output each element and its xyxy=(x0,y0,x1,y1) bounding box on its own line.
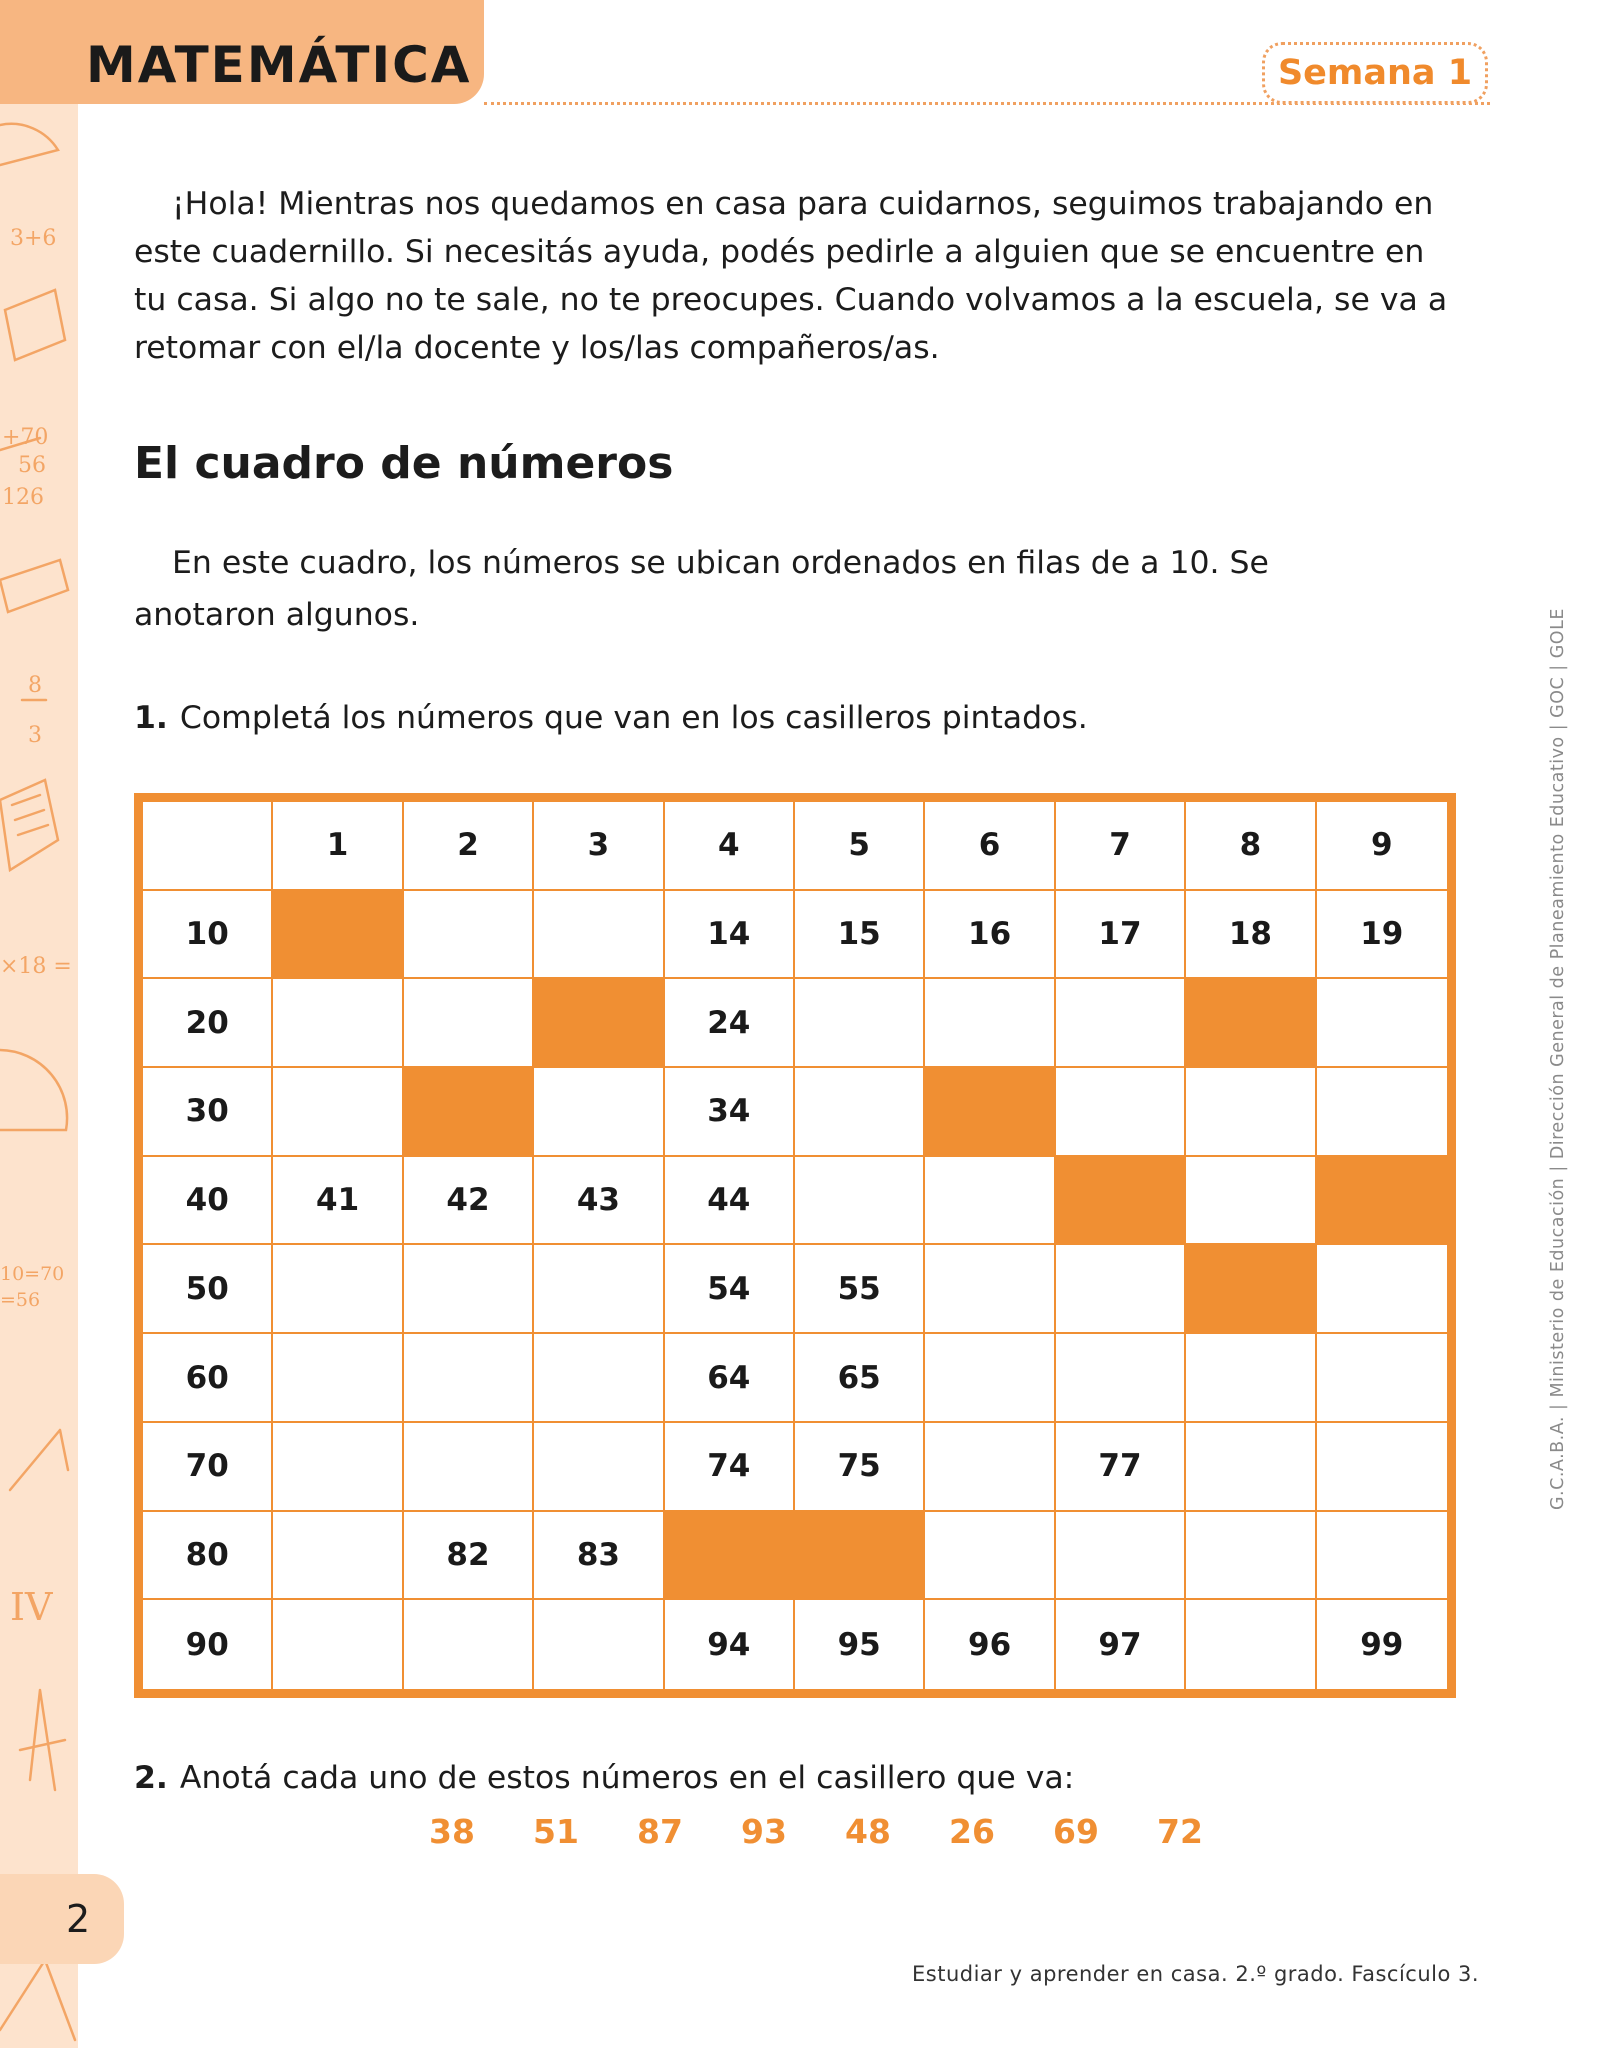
grid-header-cell: 5 xyxy=(795,802,925,891)
doodle-expression: 56 xyxy=(18,453,46,478)
grid-cell xyxy=(404,891,534,980)
doodle-expression: ×18 = xyxy=(0,954,72,979)
grid-header-cell: 60 xyxy=(143,1334,273,1423)
grid-cell: 75 xyxy=(795,1423,925,1512)
cube-doodle xyxy=(5,290,65,360)
section-description: En este cuadro, los números se ubican ordenados en filas de a 10. Se anotaron algunos. xyxy=(134,545,1269,633)
grid-cell xyxy=(795,1068,925,1157)
doodle-expression: IV xyxy=(10,1585,53,1629)
doodle-expression: 10=70 xyxy=(0,1263,65,1285)
grid-cell: 43 xyxy=(534,1157,664,1246)
grid-cell xyxy=(273,1334,403,1423)
grid-cell xyxy=(273,1423,403,1512)
compass-doodle xyxy=(10,1430,68,1490)
grid-header-cell: 3 xyxy=(534,802,664,891)
protractor-doodle xyxy=(0,124,58,165)
question-text: Completá los números que van en los casilleros pintados. xyxy=(179,700,1088,736)
subject-title: MATEMÁTICA xyxy=(86,36,472,94)
grid-cell xyxy=(273,1512,403,1601)
grid-cell: 82 xyxy=(404,1512,534,1601)
grid-cell: 99 xyxy=(1360,1626,1404,1663)
grid-cell xyxy=(925,979,1055,1068)
grid-header-cell: 40 xyxy=(143,1157,273,1246)
question-text: Anotá cada uno de estos números en el casillero que va: xyxy=(179,1760,1075,1796)
grid-cell: 44 xyxy=(665,1157,795,1246)
grid-cell xyxy=(1186,1157,1316,1246)
grid-cell: 17 xyxy=(1056,891,1186,980)
grid-cell: 14 xyxy=(665,891,795,980)
grid-cell: 18 xyxy=(1186,891,1316,980)
question-number: 1. xyxy=(134,700,168,736)
grid-header-cell xyxy=(143,802,273,891)
grid-cell: 97 xyxy=(1056,1600,1186,1689)
grid-cell: 55 xyxy=(795,1245,925,1334)
grid-cell xyxy=(273,979,403,1068)
math-doodles-illustration xyxy=(0,0,78,2048)
doodle-expression: 3 xyxy=(28,723,42,748)
grid-cell xyxy=(1186,1068,1316,1157)
grid-cell-shaded xyxy=(925,1068,1055,1157)
question-2 xyxy=(134,1760,1074,1796)
grid-cell xyxy=(534,1068,664,1157)
grid-cell xyxy=(404,979,534,1068)
grid-cell-shaded xyxy=(1317,1157,1447,1246)
grid-cell xyxy=(795,979,925,1068)
grid-cell: 24 xyxy=(665,979,795,1068)
week-badge: Semana 1 xyxy=(1262,42,1488,104)
grid-cell-shaded xyxy=(404,1068,534,1157)
grid-cell xyxy=(1186,1423,1316,1512)
grid-header-cell: 9 xyxy=(1317,802,1447,891)
grid-cell: 42 xyxy=(404,1157,534,1246)
question-1 xyxy=(134,700,1088,736)
grid-cell xyxy=(1056,1068,1186,1157)
grid-cell: 94 xyxy=(665,1600,795,1689)
grid-cell: 19 xyxy=(1317,891,1447,980)
page-number: 2 xyxy=(0,1874,124,1964)
grid-cell: 15 xyxy=(795,891,925,980)
grid-header-cell: 90 xyxy=(143,1600,273,1689)
grid-cell xyxy=(404,1600,534,1689)
grid-cell: 77 xyxy=(1056,1423,1186,1512)
grid-cell xyxy=(534,1423,664,1512)
number-grid xyxy=(134,793,1456,1698)
compass-doodle-2 xyxy=(20,1690,65,1790)
calculator-doodle xyxy=(0,780,58,870)
grid-header-cell: 6 xyxy=(925,802,1055,891)
grid-cell xyxy=(925,1334,1055,1423)
grid-cell xyxy=(1186,1334,1316,1423)
grid-header-cell: 4 xyxy=(665,802,795,891)
grid-header-cell: 30 xyxy=(143,1068,273,1157)
grid-cell xyxy=(1317,1245,1447,1334)
grid-cell: 41 xyxy=(273,1157,403,1246)
grid-cell-shaded xyxy=(1056,1157,1186,1246)
publisher-credit: G.C.A.B.A. | Ministerio de Educación | Dirección General de Planeamiento Educativo | GOC | GOLE xyxy=(1548,608,1568,1510)
grid-cell xyxy=(1056,1245,1186,1334)
grid-cell xyxy=(273,1600,403,1689)
grid-cell-shaded xyxy=(273,891,403,980)
grid-cell xyxy=(1317,1334,1447,1423)
grid-cell-shaded xyxy=(1186,979,1316,1068)
number-to-place: 72 xyxy=(1157,1812,1203,1851)
grid-cell-shaded xyxy=(795,1512,925,1601)
grid-cell-shaded xyxy=(1186,1245,1316,1334)
doodle-expression: 3+6 xyxy=(10,226,57,251)
grid-header-cell: 10 xyxy=(143,891,273,980)
grid-cell xyxy=(1186,1512,1316,1601)
grid-cell xyxy=(534,891,664,980)
grid-header-cell: 8 xyxy=(1186,802,1316,891)
grid-cell xyxy=(534,1600,664,1689)
pyramid-doodle xyxy=(0,1960,75,2040)
ruler-doodle xyxy=(0,560,68,612)
grid-header-cell: 70 xyxy=(143,1423,273,1512)
doodle-expression: 126 xyxy=(2,485,44,510)
section-title: El cuadro de números xyxy=(134,438,674,489)
grid-header-cell: 1 xyxy=(273,802,403,891)
grid-cell xyxy=(1317,1512,1447,1601)
grid-cell xyxy=(925,1423,1055,1512)
grid-cell xyxy=(1056,1512,1186,1601)
grid-cell xyxy=(534,1334,664,1423)
grid-cell xyxy=(925,1512,1055,1601)
grid-cell xyxy=(925,1245,1055,1334)
grid-cell xyxy=(404,1334,534,1423)
doodle-expression: 8 xyxy=(28,673,42,698)
grid-cell xyxy=(404,1423,534,1512)
grid-header-cell: 20 xyxy=(143,979,273,1068)
intro-paragraph: ¡Hola! Mientras nos quedamos en casa para cuidarnos, seguimos trabajando en este cuadernillo. Si necesitás ayuda, podés pedirle a alguien que se encuentre en tu casa. Si algo no te sale, no te preocupes. Cuando volvamos a la escuela, se va a retomar con el/la docente y los/las compañeros/as. xyxy=(134,186,1448,366)
grid-header-cell: 80 xyxy=(143,1512,273,1601)
number-to-place: 93 xyxy=(741,1812,787,1851)
grid-cell xyxy=(404,1245,534,1334)
grid-cell: 96 xyxy=(925,1600,1055,1689)
grid-cell: 65 xyxy=(795,1334,925,1423)
number-to-place: 69 xyxy=(1053,1812,1099,1851)
grid-cell-shaded xyxy=(534,979,664,1068)
grid-cell xyxy=(1056,1334,1186,1423)
grid-cell: 16 xyxy=(925,891,1055,980)
number-to-place: 87 xyxy=(637,1812,683,1851)
grid-cell xyxy=(795,1157,925,1246)
doodle-expression: +70 xyxy=(2,425,49,450)
numbers-to-place xyxy=(400,1812,1232,1851)
grid-header-cell: 7 xyxy=(1056,802,1186,891)
doodle-expression: =56 xyxy=(0,1289,41,1311)
number-to-place: 38 xyxy=(429,1812,475,1851)
grid-cell: 74 xyxy=(665,1423,795,1512)
grid-header-cell: 2 xyxy=(404,802,534,891)
grid-cell-shaded xyxy=(665,1512,795,1601)
grid-cell xyxy=(1317,979,1447,1068)
grid-cell: 54 xyxy=(665,1245,795,1334)
grid-cell: 34 xyxy=(665,1068,795,1157)
grid-cell xyxy=(925,1157,1055,1246)
grid-cell xyxy=(273,1245,403,1334)
grid-cell xyxy=(273,1068,403,1157)
number-to-place: 48 xyxy=(845,1812,891,1851)
grid-cell xyxy=(1317,1068,1447,1157)
question-number: 2. xyxy=(134,1760,168,1796)
footer-text: Estudiar y aprender en casa. 2.º grado. Fascículo 3. xyxy=(912,1962,1480,1986)
grid-cell: 95 xyxy=(795,1600,925,1689)
grid-cell: 83 xyxy=(534,1512,664,1601)
number-to-place: 51 xyxy=(533,1812,579,1851)
grid-cell xyxy=(1317,1423,1447,1512)
grid-cell: 64 xyxy=(665,1334,795,1423)
grid-cell xyxy=(534,1245,664,1334)
grid-cell xyxy=(1056,979,1186,1068)
number-to-place: 26 xyxy=(949,1812,995,1851)
protractor-doodle-2 xyxy=(0,1050,67,1130)
decorative-side-strip xyxy=(0,0,78,2048)
grid-header-cell: 50 xyxy=(143,1245,273,1334)
grid-cell xyxy=(1186,1600,1316,1689)
